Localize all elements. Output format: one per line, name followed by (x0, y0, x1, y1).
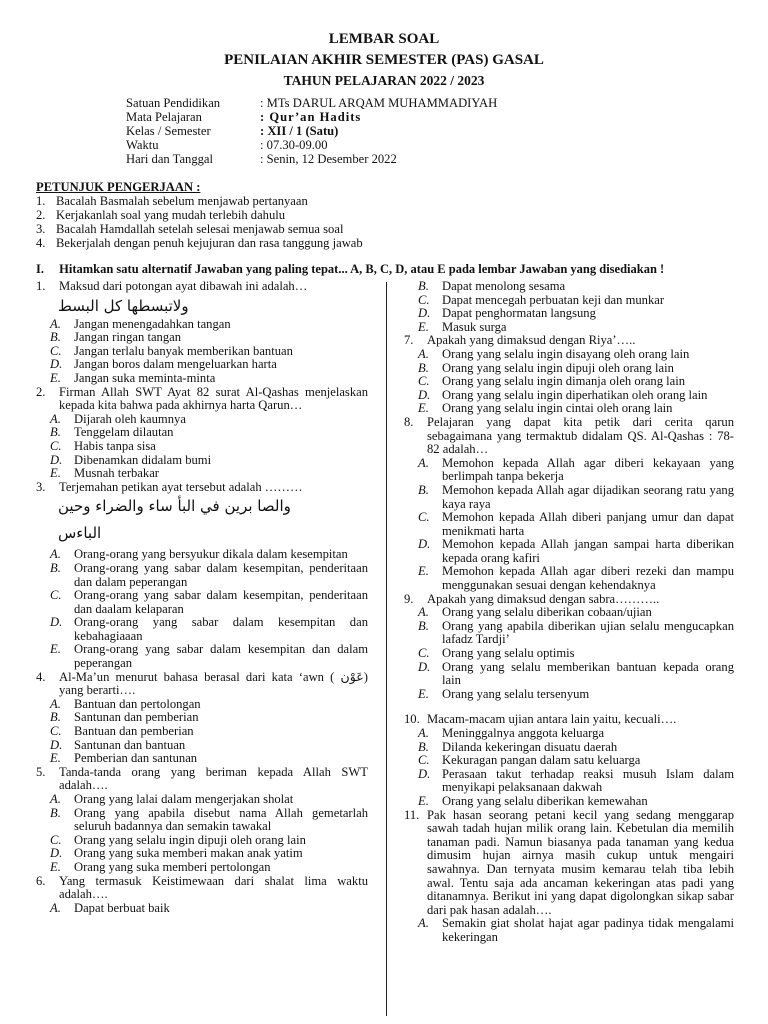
question-number: 4. (36, 669, 46, 684)
option-letter: C. (418, 646, 430, 661)
question-text: Tanda-tanda orang yang beriman kepada Allah SWT adalah…. (59, 764, 368, 793)
instruction-number: 4. (36, 236, 46, 250)
option-letter: C. (418, 510, 430, 525)
question-stem (36, 280, 368, 294)
option-text: Memohon kepada Allah agar dijadikan seorang ratu yang kaya raya (442, 482, 734, 511)
option-letter: C. (50, 438, 62, 453)
answer-option (36, 562, 368, 589)
answer-option (404, 538, 734, 565)
info-label: Waktu (126, 138, 159, 152)
answer-option (404, 348, 734, 362)
answer-option (36, 589, 368, 616)
answer-option (404, 768, 734, 795)
option-text: Orang yang selalu tersenyum (442, 686, 590, 701)
option-letter: D. (418, 766, 431, 781)
option-text: Orang yang suka memberi pertolongan (74, 859, 271, 874)
exam-info (126, 96, 497, 166)
question-number: 1. (36, 280, 46, 293)
option-text: Memohon kepada Allah jangan sampai harta diberikan kepada orang kafiri (442, 537, 734, 565)
option-letter: D. (50, 357, 63, 372)
option-text: Pemberian dan santunan (74, 751, 198, 766)
option-letter: B. (50, 805, 61, 820)
option-letter: E. (50, 859, 61, 874)
option-text: Dapat berbuat baik (74, 900, 170, 915)
answer-option (36, 318, 368, 332)
question (36, 875, 368, 916)
info-label: Kelas / Semester (126, 124, 211, 138)
question (404, 713, 734, 808)
answer-option (36, 440, 368, 454)
answer-option (36, 725, 368, 739)
option-letter: E. (50, 751, 61, 766)
right-column (404, 280, 734, 1020)
option-text: Jangan boros dalam mengeluarkan harta (74, 357, 277, 372)
option-text: Orang yang suka memberi makan anak yatim (74, 846, 303, 861)
option-text: Tenggelam dilautan (74, 425, 174, 440)
option-text: Orang yang apabila disebut nama Allah gemetarlah seluruh badannya dan semakin tawakal (74, 805, 368, 834)
answer-option (36, 616, 368, 643)
instruction-text: Bacalah Hamdallah setelah selesai menjawab semua soal (56, 222, 344, 236)
option-letter: A. (418, 916, 429, 931)
instruction-number: 2. (36, 208, 46, 222)
instruction-item (36, 222, 736, 236)
option-letter: A. (418, 346, 429, 361)
option-letter: A. (50, 411, 61, 426)
option-letter: B. (418, 618, 429, 633)
question-number: 5. (36, 764, 46, 779)
arabic-verse: والصا برين في البأ ساء والضراء وحين (58, 497, 291, 516)
question (36, 671, 368, 766)
info-value: : XII / 1 (Satu) (260, 124, 339, 138)
question-number: 11. (404, 807, 420, 822)
option-text: Musnah terbakar (74, 466, 159, 481)
school-year: TAHUN PELAJARAN 2022 / 2023 (283, 73, 485, 88)
answer-option (404, 688, 734, 702)
option-text: Bantuan dan pemberian (74, 724, 194, 739)
info-row (126, 124, 497, 138)
question-text: Pak hasan seorang petani kecil yang sedang menggarap sawah tadah hujan milik orang lain. Kebetulan dia memilih tanaman padi. Namun biasanya pada tanaman yang kedua dimusim hujan airnya masih cukup untuk mengairi sawahnya. Dan ternyata musim kemarau telah tiba lebih awal. Tentu saja ada ancaman kekeringan atas padi yang ditanamnya. Berikut ini yang dapat digolongkan sikap sabar dari pak hasan adalah…. (427, 807, 734, 917)
option-text: Semakin giat sholat hajat agar padinya tidak mengalami kekeringan (442, 916, 734, 944)
info-value: : 07.30-09.00 (260, 138, 328, 152)
option-letter: D. (50, 737, 63, 752)
question-text: Macam-macam ujian antara lain yaitu, kecuali…. (427, 712, 677, 727)
question (36, 386, 368, 481)
section-heading (36, 262, 736, 276)
option-text: Orang yang apabila diberikan ujian selalu mengucapkan lafadz Tardji’ (442, 618, 734, 647)
answer-option (36, 711, 368, 725)
option-letter: C. (50, 724, 62, 739)
info-label: Mata Pelajaran (126, 110, 202, 124)
info-label: Satuan Pendidikan (126, 96, 221, 110)
option-letter: E. (418, 793, 429, 808)
option-text: Memohon kepada Allah agar diberi kekayaan yang berlimpah tanpa bekerja (442, 455, 734, 484)
option-letter: C. (50, 588, 62, 603)
option-text: Orang yang selalu ingin dipuji oleh orang lain (74, 832, 306, 847)
option-letter: E. (418, 401, 429, 416)
answer-option (36, 807, 368, 834)
answer-option (36, 834, 368, 848)
answer-option (404, 754, 734, 768)
answer-option (36, 861, 368, 875)
answer-option (36, 345, 368, 359)
option-letter: B. (50, 330, 61, 345)
option-text: Orang yang selalu ingin dimanja oleh orang lain (442, 374, 686, 389)
option-text: Orang yang selalu optimis (442, 646, 575, 661)
option-text: Orang-orang yang bersyukur dikala dalam kesempitan (74, 547, 348, 562)
option-text: Santunan dan pemberian (74, 710, 199, 725)
answer-option (404, 294, 734, 308)
answer-option (36, 358, 368, 372)
answer-option (404, 620, 734, 647)
question-stem (36, 875, 368, 902)
answer-option (404, 457, 734, 484)
option-text: Meninggalnya anggota keluarga (442, 726, 605, 740)
option-letter: D. (50, 615, 63, 630)
answer-option (36, 793, 368, 807)
instruction-item (36, 236, 736, 250)
option-text: Santunan dan bantuan (74, 737, 186, 752)
answer-option (404, 375, 734, 389)
question-number: 3. (36, 479, 46, 494)
option-text: Dapat penghormatan langsung (442, 306, 596, 321)
question-text: Apakah yang dimaksud dengan Riya’….. (427, 333, 636, 348)
answer-option (36, 372, 368, 386)
option-letter: A. (418, 605, 429, 620)
option-text: Habis tanpa sisa (74, 438, 156, 453)
option-letter: E. (418, 686, 429, 701)
option-letter: D. (418, 659, 431, 674)
document-title: LEMBAR SOAL (328, 31, 440, 47)
option-text: Jangan terlalu banyak memberikan bantuan (74, 343, 293, 358)
question-text: Maksud dari potongan ayat dibawah ini adalah… (59, 280, 308, 293)
info-value: : MTs DARUL ARQAM MUHAMMADIYAH (260, 96, 498, 110)
answer-option (36, 902, 368, 916)
answer-option (404, 389, 734, 403)
option-text: Memohon kepada Allah agar diberi rezeki dan mampu menggunakan sesuai dengan kehendaknya (442, 564, 734, 593)
option-text: Orang yang selalu diberikan cobaan/ujian (442, 605, 652, 620)
option-letter: C. (418, 374, 430, 389)
answer-option (404, 917, 734, 944)
question (36, 481, 368, 671)
option-text: Dapat mencegah perbuatan keji dan munkar (442, 292, 665, 307)
option-letter: B. (50, 710, 61, 725)
option-letter: D. (418, 387, 431, 402)
option-letter: A. (418, 726, 429, 740)
answer-option (404, 647, 734, 661)
answer-option (36, 847, 368, 861)
option-text: Orang yang lalai dalam mengerjakan sholat (74, 792, 294, 806)
option-letter: C. (418, 292, 430, 307)
instruction-text: Bacalah Basmalah sebelum menjawab pertanyaan (56, 194, 308, 208)
answer-option (36, 739, 368, 753)
answer-option (36, 331, 368, 345)
option-text: Bantuan dan pertolongan (74, 696, 201, 711)
option-letter: D. (50, 452, 63, 467)
option-text: Perasaan takut terhadap reaksi musuh Islam dalam menyikapi pelaksanaan dakwah (442, 766, 734, 795)
question-text: Terjemahan petikan ayat tersebut adalah ……… (59, 479, 303, 494)
option-text: Orang-orang yang sabar dalam kesempitan, penderitaan dan dalam peperangan (74, 560, 368, 589)
option-text: Jangan menengadahkan tangan (74, 316, 231, 331)
option-text: Dilanda kekeringan disuatu daerah (442, 739, 618, 754)
option-text: Jangan suka meminta-minta (74, 370, 216, 385)
option-letter: A. (50, 900, 61, 915)
arabic-verse: ولاتبسطها كل البسط (58, 296, 189, 315)
option-letter: E. (418, 319, 429, 334)
instructions (36, 180, 736, 250)
answer-option (404, 362, 734, 376)
answer-option (404, 280, 734, 294)
question-number: 2. (36, 384, 46, 399)
question (404, 334, 734, 416)
option-text: Orang yang selalu memberikan bantuan kepada orang lain (442, 659, 734, 688)
option-text: Orang-orang yang sabar dalam kesempitan dan dalam peperangan (74, 642, 368, 671)
question (404, 809, 734, 945)
option-letter: B. (418, 739, 429, 754)
question-number: 9. (404, 591, 414, 606)
option-letter: B. (50, 560, 61, 575)
question-number: 7. (404, 333, 414, 348)
option-letter: A. (50, 792, 61, 806)
section-number: I. (36, 262, 44, 276)
info-row (126, 152, 497, 166)
question-stem (404, 334, 734, 348)
question-stem (36, 766, 368, 793)
option-text: Jangan ringan tangan (74, 330, 182, 345)
answer-option (404, 321, 734, 335)
left-column (36, 280, 368, 1020)
answer-option (404, 511, 734, 538)
question-stem (404, 416, 734, 457)
question-stem (404, 593, 734, 607)
answer-option (404, 307, 734, 321)
answer-option (404, 661, 734, 688)
info-label: Hari dan Tanggal (126, 152, 214, 166)
answer-option (36, 426, 368, 440)
option-letter: C. (50, 832, 62, 847)
info-row (126, 110, 497, 124)
question-stem (36, 481, 368, 495)
option-letter: B. (418, 482, 429, 497)
answer-option (404, 606, 734, 620)
question-text: Pelajaran yang dapat kita petik dari cerita qarun sebagaimana yang termaktub didalam QS. Al-Qashas : 78-82 adalah… (427, 414, 734, 457)
option-text: Dijarah oleh kaumnya (74, 411, 186, 426)
answer-option (36, 548, 368, 562)
option-letter: D. (50, 846, 63, 861)
option-letter: B. (50, 425, 61, 440)
option-text: Memohon kepada Allah diberi panjang umur dan dapat menikmati harta (442, 510, 734, 538)
info-row (126, 96, 497, 110)
answer-option (36, 413, 368, 427)
document-subtitle: PENILAIAN AKHIR SEMESTER (PAS) GASAL (224, 52, 544, 68)
instruction-number: 3. (36, 222, 46, 236)
instruction-item (36, 194, 736, 208)
section-text: Hitamkan satu alternatif Jawaban yang paling tepat... A, B, C, D, atau E pada lembar Jawaban yang disediakan ! (59, 262, 665, 276)
question-stem (36, 386, 368, 413)
question-text: Apakah yang dimaksud dengan sabra……….. (427, 591, 660, 606)
option-letter: A. (418, 455, 429, 470)
question (36, 766, 368, 875)
option-letter: D. (418, 537, 431, 552)
option-letter: B. (418, 280, 429, 293)
answer-option (404, 795, 734, 809)
question-text: Firman Allah SWT Ayat 82 surat Al-Qashas menjelaskan kepada kita bahwa pada akhirnya harta Qarun… (59, 384, 368, 413)
option-letter: C. (50, 343, 62, 358)
option-letter: A. (50, 696, 61, 711)
instructions-list (36, 194, 736, 250)
question-stem (404, 809, 734, 918)
option-text: Orang-orang yang sabar dalam kesempitan, penderitaan dan daalam kelaparan (74, 588, 368, 616)
info-value: : Senin, 12 Desember 2022 (260, 152, 397, 166)
option-letter: E. (50, 642, 61, 657)
option-text: Orang yang selalu diberikan kemewahan (442, 793, 648, 808)
instruction-item (36, 208, 736, 222)
answer-option (36, 643, 368, 670)
option-text: Orang-orang yang sabar dalam kesempitan dan kebahagiaaan (74, 615, 368, 643)
option-text: Orang yang selalu ingin disayang oleh orang lain (442, 346, 690, 361)
question-stem (36, 671, 368, 698)
option-text: Orang yang selalu ingin dipuji oleh orang lain (442, 360, 674, 375)
question (36, 280, 368, 386)
instructions-heading: PETUNJUK PENGERJAAN : (36, 180, 201, 194)
instruction-number: 1. (36, 194, 46, 208)
question-text: Al-Ma’un menurut bahasa berasal dari kata ‘awn ( عَوْن) yang berarti…. (59, 669, 368, 698)
option-text: Masuk surga (442, 319, 507, 334)
option-text: Orang yang selalu ingin diperhatikan oleh orang lain (442, 387, 708, 402)
answer-option (404, 727, 734, 741)
option-text: Dapat menolong sesama (442, 280, 566, 293)
question-number: 6. (36, 873, 46, 888)
instruction-text: Bekerjalah dengan penuh kejujuran dan rasa tanggung jawab (56, 236, 363, 250)
question (404, 416, 734, 593)
question-text: Yang termasuk Keistimewaan dari shalat lima waktu adalah…. (59, 873, 368, 902)
column-divider (386, 282, 387, 1016)
option-text: Kekuragan pangan dalam satu keluarga (442, 753, 641, 768)
option-text: Orang yang selalu ingin cintai oleh orang lain (442, 401, 673, 416)
info-row (126, 138, 497, 152)
option-letter: E. (50, 466, 61, 481)
option-letter: A. (50, 547, 61, 562)
arabic-verse: الباءس (58, 524, 102, 543)
answer-option (36, 467, 368, 481)
option-letter: C. (418, 753, 430, 768)
question-number: 8. (404, 414, 414, 429)
option-text: Dibenamkan didalam bumi (74, 452, 212, 467)
answer-option (404, 741, 734, 755)
option-letter: A. (50, 316, 61, 331)
answer-option (36, 698, 368, 712)
answer-option (404, 484, 734, 511)
info-value: : Qur’an Hadits (260, 110, 362, 124)
answer-option (404, 565, 734, 592)
option-letter: B. (418, 360, 429, 375)
question-number: 10. (404, 712, 420, 727)
option-letter: E. (418, 564, 429, 579)
answer-option (404, 402, 734, 416)
question-stem (404, 713, 734, 727)
question (404, 593, 734, 702)
option-letter: D. (418, 306, 431, 321)
answer-option (36, 454, 368, 468)
instruction-text: Kerjakanlah soal yang mudah terlebih dahulu (56, 208, 286, 222)
answer-option (36, 752, 368, 766)
option-letter: E. (50, 370, 61, 385)
question (404, 280, 734, 334)
